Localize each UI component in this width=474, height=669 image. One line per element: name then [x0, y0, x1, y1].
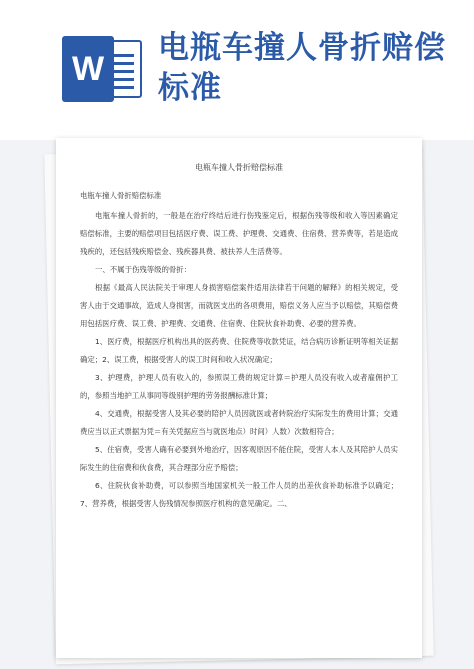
paragraph: 电瓶车撞人骨折的，一般是在治疗终结后进行伤残鉴定后，根据伤残等级和收入等因素确定赔偿标准，主要的赔偿项目包括医疗费、误工费、护理费、交通费、住宿费、营养费等，若是造成残疾的，还包括残疾赔偿金、残疾器具费、被扶养人生活费等。 [80, 211, 398, 256]
paragraph: 根据《最高人民法院关于审理人身损害赔偿案件适用法律若干问题的解释》的相关规定，受害人由于交通事故，造成人身损害，而就医支出的各项费用，赔偿义务人应当予以赔偿，其赔偿费用包括医疗费、误工费、护理费、交通费、住宿费、住院伙食补助费、必要的营养费。 [80, 283, 398, 328]
paragraph: 3、护理费，护理人员有收入的，参照误工费的规定计算＝护理人员没有收入或者雇佣护工的，参照当地护工从事同等级别护理的劳务报酬标准计算； [80, 373, 398, 400]
paragraph: 5、住宿费，受害人确有必要到外地治疗，因客观原因不能住院，受害人本人及其陪护人员实际发生的住宿费和伙食费，其合理部分应予赔偿； [80, 445, 398, 472]
paragraph: 4、交通费，根据受害人及其必要的陪护人员因就医或者转院治疗实际发生的费用计算；交通费应当以正式票据为凭＝有关凭据应当与就医地点）时间）人数）次数相符合； [80, 409, 398, 436]
paragraph: 1、医疗费，根据医疗机构出具的医药费、住院费等收款凭证，结合病历诊断证明等相关证据确定；2、误工费，根据受害人的误工时间和收入状况确定； [80, 337, 398, 364]
word-logo-badge: W [62, 36, 114, 102]
document-subtitle: 电瓶车撞人骨折赔偿标准 [80, 191, 162, 200]
header-banner [0, 0, 474, 140]
paragraph: 一、不属于伤残等级的骨折： [95, 265, 192, 274]
paragraph: 6、住院伙食补助费，可以参照当地国家机关一般工作人员的出差伙食补助标准予以确定；7、营养费，根据受害人伤残情况参照医疗机构的意见确定。二、 [80, 481, 398, 508]
page-title: 电瓶车撞人骨折赔偿标准 [158, 30, 446, 106]
word-document-icon [62, 36, 144, 102]
document-page [56, 138, 422, 658]
document-title: 电瓶车撞人骨折赔偿标准 [195, 163, 283, 172]
